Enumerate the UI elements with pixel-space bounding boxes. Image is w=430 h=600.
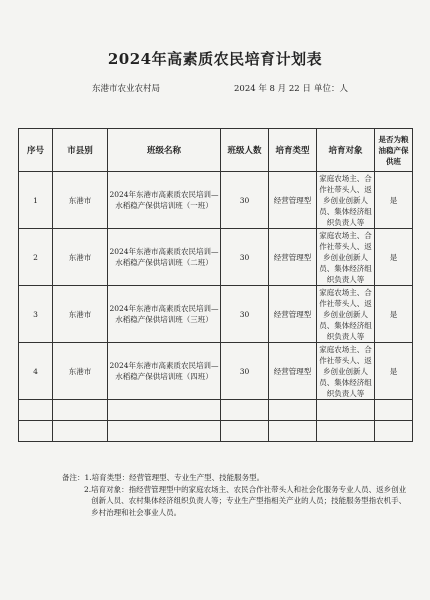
cell-type: 经营管理型 [269, 286, 317, 343]
cell-type: 经营管理型 [269, 343, 317, 400]
header-count: 班级人数 [221, 129, 269, 172]
empty-table-row [19, 421, 413, 442]
note-number: 1. [84, 473, 92, 482]
unit-label: 单位：人 [314, 84, 349, 94]
cell-class-name: 2024年东港市高素质农民培训—水稻稳产保供培训班（二班） [108, 229, 221, 286]
note-item [62, 472, 412, 484]
note-item [62, 484, 412, 519]
cell-city: 东港市 [53, 229, 108, 286]
cell-class-name: 2024年东港市高素质农民培训—水稻稳产保供培训班（一班） [108, 172, 221, 229]
document-date: 2024 年 8 月 22 日 [234, 84, 311, 94]
cell-seq: 4 [19, 343, 53, 400]
table-row [19, 229, 413, 286]
cell-count: 30 [221, 343, 269, 400]
issuing-org: 东港市农业农村局 [92, 84, 161, 94]
cell-class-name: 2024年东港市高素质农民培训—水稻稳产保供培训班（四班） [108, 343, 221, 400]
cell-target: 家庭农场主、合作社带头人、返乡创业创新人员、集体经济组织负责人等 [317, 286, 375, 343]
header-grain-oil: 是否为粮油稳产保供班 [375, 129, 413, 172]
header-city: 市县别 [53, 129, 108, 172]
header-class-name: 班级名称 [108, 129, 221, 172]
cell-city: 东港市 [53, 343, 108, 400]
notes-section [62, 472, 412, 518]
cell-type: 经营管理型 [269, 172, 317, 229]
cell-grain-oil: 是 [375, 343, 413, 400]
cell-grain-oil: 是 [375, 172, 413, 229]
cell-type: 经营管理型 [269, 229, 317, 286]
cell-city: 东港市 [53, 172, 108, 229]
cell-grain-oil: 是 [375, 286, 413, 343]
cell-target: 家庭农场主、合作社带头人、返乡创业创新人员、集体经济组织负责人等 [317, 343, 375, 400]
header-type: 培育类型 [269, 129, 317, 172]
cell-count: 30 [221, 286, 269, 343]
note-number: 2. [84, 484, 92, 494]
header-target: 培育对象 [317, 129, 375, 172]
cell-count: 30 [221, 229, 269, 286]
plan-table [18, 128, 413, 442]
table-row [19, 286, 413, 343]
cell-seq: 1 [19, 172, 53, 229]
note-text: 培育类型：经营管理型、专业生产型、技能服务型。 [91, 473, 265, 482]
note-text: 培育对象：指经营管理型中的家庭农场主、农民合作社带头人和社会化服务专业人员、返乡创业创新人员、农村集体经济组织负责人等；专业生产型指相关产业的人员；技能服务型指农机手、乡村治理和社会事业人员。 [91, 484, 407, 517]
cell-seq: 2 [19, 229, 53, 286]
cell-class-name: 2024年东港市高素质农民培训—水稻稳产保供培训班（三班） [108, 286, 221, 343]
document-title: 2024年高素质农民培育计划表 [107, 50, 323, 68]
notes-label: 备注： [62, 473, 85, 482]
empty-table-row [19, 400, 413, 421]
table-row [19, 343, 413, 400]
cell-city: 东港市 [53, 286, 108, 343]
header-seq: 序号 [19, 129, 53, 172]
cell-grain-oil: 是 [375, 229, 413, 286]
cell-target: 家庭农场主、合作社带头人、返乡创业创新人员、集体经济组织负责人等 [317, 172, 375, 229]
table-row [19, 172, 413, 229]
cell-seq: 3 [19, 286, 53, 343]
cell-target: 家庭农场主、合作社带头人、返乡创业创新人员、集体经济组织负责人等 [317, 229, 375, 286]
table-header-row [19, 129, 413, 172]
cell-count: 30 [221, 172, 269, 229]
